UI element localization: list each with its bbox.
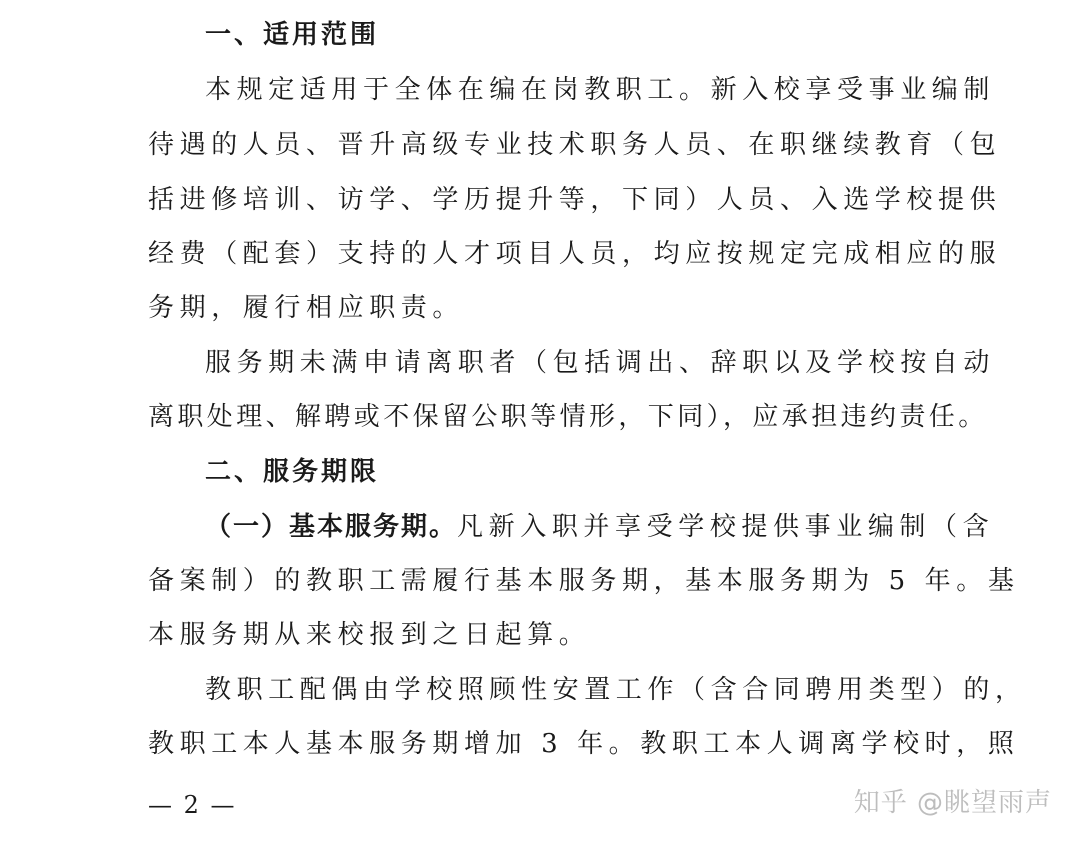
basic-service-period-lead: （一）基本服务期。: [205, 512, 458, 542]
section1-para2-line2: 离职处理、解聘或不保留公职等情形，下同），应承担违约责任。: [148, 402, 988, 432]
section1-heading: 一、适用范围: [205, 20, 380, 50]
section2-para1-line1: [205, 510, 994, 544]
section1-para1-line1: 本规定适用于全体在编在岗教职工。新入校享受事业编制: [205, 75, 996, 105]
section2-para1-line2: 备案制）的教职工需履行基本服务期，基本服务期为 5 年。基: [148, 566, 1020, 596]
section2-para2-line2: 教职工本人基本服务期增加 3 年。教职工本人调离学校时，照: [148, 729, 1020, 759]
section1-para1-line2: 待遇的人员、晋升高级专业技术职务人员、在职继续教育（包: [148, 130, 1002, 160]
section1-para1-line3: 括进修培训、访学、学历提升等，下同）人员、入选学校提供: [148, 185, 1002, 215]
section2-para1-line3: 本服务期从来校报到之日起算。: [148, 620, 591, 650]
page-number: — 2 —: [148, 791, 237, 819]
section2-para1-line1-text: 凡新入职并享受学校提供事业编制（含: [457, 512, 995, 542]
section2-heading: 二、服务期限: [205, 457, 380, 487]
section1-para1-line4: 经费（配套）支持的人才项目人员，均应按规定完成相应的服: [148, 239, 1002, 269]
section2-para2-line1: 教职工配偶由学校照顾性安置工作（含合同聘用类型）的，: [205, 675, 1027, 705]
section1-para1-line5: 务期，履行相应职责。: [148, 293, 465, 323]
zhihu-watermark: 知乎 @眺望雨声: [853, 788, 1052, 818]
section1-para2-line1: 服务期未满申请离职者（包括调出、辞职以及学校按自动: [205, 348, 996, 378]
